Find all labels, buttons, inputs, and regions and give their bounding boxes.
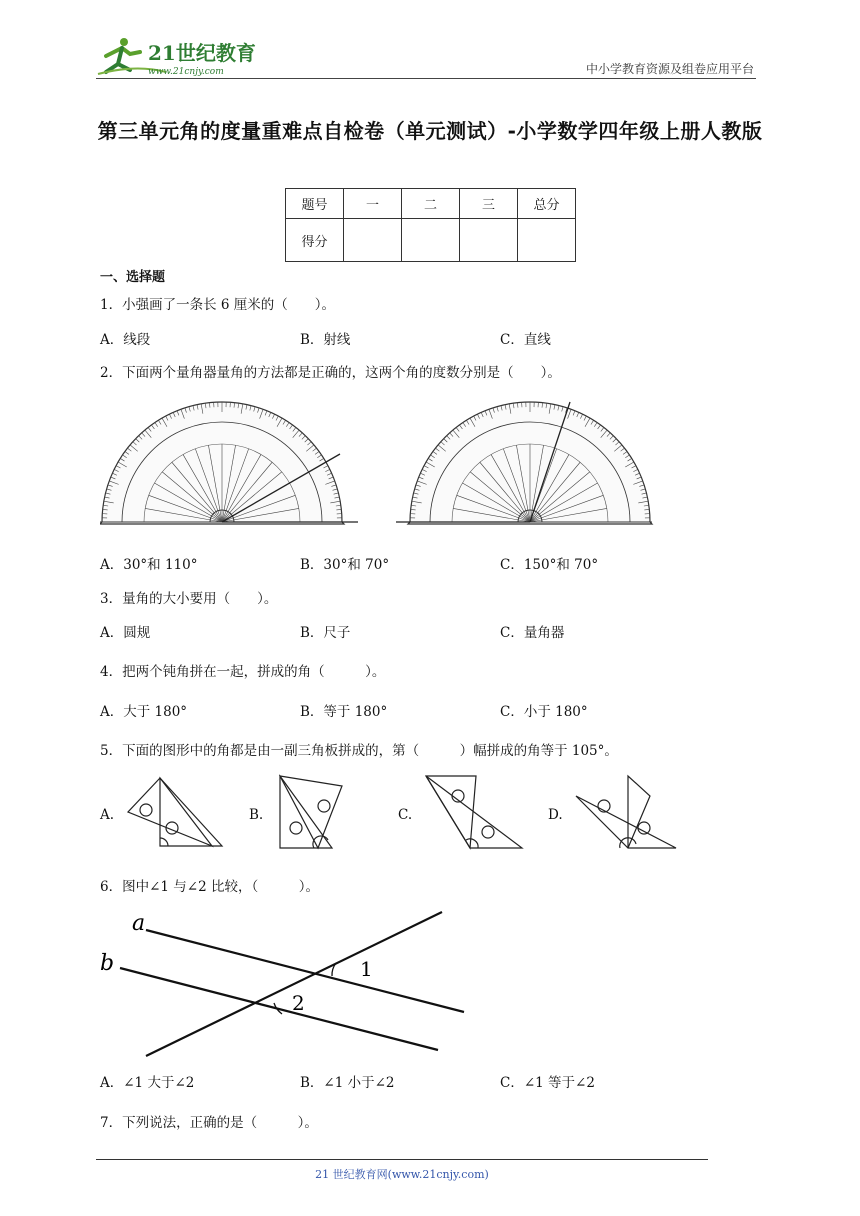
question-stem: 6．图中∠1 与∠2 比较，（ ）。 xyxy=(100,879,319,895)
line-b-label: b xyxy=(100,951,115,976)
option[interactable]: C. xyxy=(398,807,413,823)
option[interactable]: A．∠1 大于∠2 xyxy=(100,1075,195,1091)
section-heading: 一、选择题 xyxy=(100,270,166,285)
logo-text: 21世纪教育 xyxy=(148,41,256,65)
score-input-cell[interactable] xyxy=(344,219,402,262)
figure-a xyxy=(128,778,222,846)
site-logo xyxy=(96,34,266,80)
figure-d xyxy=(576,776,676,848)
option[interactable]: B．30°和 70° xyxy=(300,557,390,573)
figure-c xyxy=(426,776,522,848)
option[interactable]: B．射线 xyxy=(300,332,351,348)
option[interactable]: A．30°和 110° xyxy=(100,557,198,573)
platform-tagline: 中小学教育资源及组卷应用平台 xyxy=(585,62,754,76)
table-cell: 得分 xyxy=(286,219,344,262)
question-stem: 4．把两个钝角拼在一起，拼成的角（ ）。 xyxy=(100,664,386,680)
header-divider xyxy=(96,78,756,79)
option[interactable]: C．量角器 xyxy=(500,625,565,641)
angle2-label: 2 xyxy=(292,991,305,1015)
option[interactable]: C．直线 xyxy=(500,332,551,348)
line-a-label: a xyxy=(132,911,146,936)
figure-b xyxy=(280,776,342,848)
score-input-cell[interactable] xyxy=(402,219,460,262)
option[interactable]: A．大于 180° xyxy=(100,704,188,720)
triangle-figures xyxy=(120,772,690,854)
protractor-figures xyxy=(100,396,660,536)
option[interactable]: B．尺子 xyxy=(300,625,351,641)
table-cell: 二 xyxy=(402,189,460,219)
protractor-left xyxy=(100,402,358,524)
page-title: 第三单元角的度量重难点自检卷（单元测试）-小学数学四年级上册人教版 xyxy=(97,119,763,143)
option[interactable]: B．等于 180° xyxy=(300,704,388,720)
question-stem: 5．下面的图形中的角都是由一副三角板拼成的，第（ ）幅拼成的角等于 105°。 xyxy=(100,743,618,759)
option[interactable]: A. xyxy=(100,807,115,823)
table-cell: 一 xyxy=(344,189,402,219)
option[interactable]: B．∠1 小于∠2 xyxy=(300,1075,395,1091)
footer-divider xyxy=(96,1159,708,1160)
option[interactable]: D. xyxy=(548,807,563,823)
score-input-cell[interactable] xyxy=(518,219,576,262)
question-stem: 3．量角的大小要用（ ）。 xyxy=(100,591,278,607)
logo-url: www.21cnjy.com xyxy=(148,67,224,77)
option[interactable]: A．线段 xyxy=(100,332,151,348)
table-cell: 三 xyxy=(460,189,518,219)
option[interactable]: A．圆规 xyxy=(100,625,151,641)
option[interactable]: C．∠1 等于∠2 xyxy=(500,1075,595,1091)
question-stem: 2．下面两个量角器量角的方法都是正确的，这两个角的度数分别是（ ）。 xyxy=(100,365,561,381)
table-cell: 题号 xyxy=(286,189,344,219)
score-input-cell[interactable] xyxy=(460,219,518,262)
protractor-right xyxy=(396,402,652,524)
option[interactable]: B. xyxy=(249,807,264,823)
table-cell: 总分 xyxy=(518,189,576,219)
option[interactable]: C．小于 180° xyxy=(500,704,588,720)
angle1-label: 1 xyxy=(360,957,373,981)
question-stem: 7．下列说法，正确的是（ ）。 xyxy=(100,1115,318,1131)
angle-figure xyxy=(96,906,476,1062)
score-table xyxy=(285,188,576,262)
option[interactable]: C．150°和 70° xyxy=(500,557,599,573)
footer-link[interactable]: 21 世纪教育网(www.21cnjy.com) xyxy=(315,1168,489,1181)
question-stem: 1．小强画了一条长 6 厘米的（ ）。 xyxy=(100,297,336,313)
